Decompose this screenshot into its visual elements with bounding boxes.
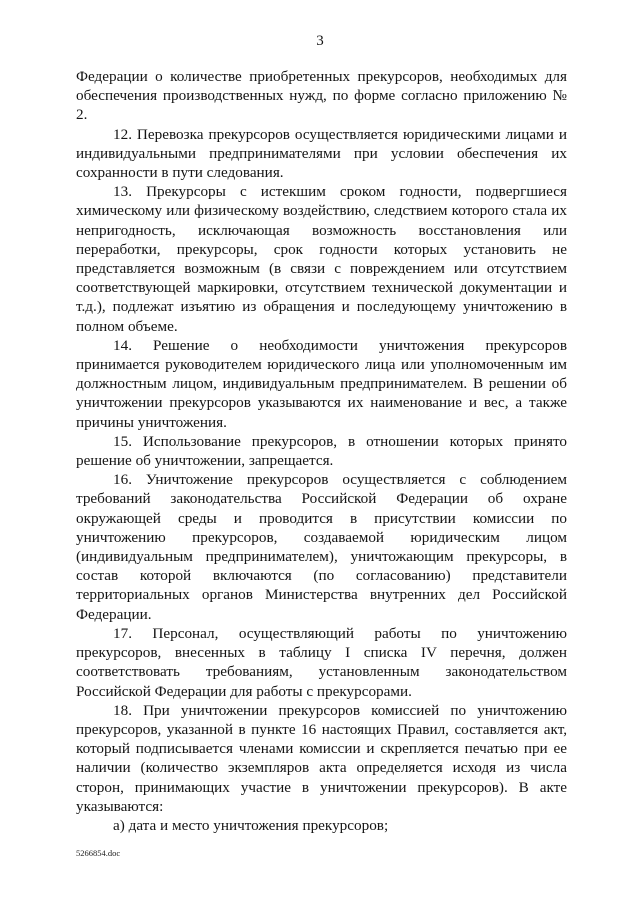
paragraph-subitem-a: а) дата и место уничтожения прекурсоров; — [113, 816, 389, 834]
paragraph-item-14: 14. Решение о необходимости уничтожения прекурсоров принимается руководителем юридического лица или уполномоченным им должностным лицом, индивидуальным предпринимателем. В решении об уничтожении прекурсоров указываются их наименование и вес, а также причины уничтожения. — [76, 336, 567, 431]
paragraph-item-16: 16. Уничтожение прекурсоров осуществляется с соблюдением требований законодательства Российской Федерации об охране окружающей среды и проводится в присутствии комиссии по уничтожению прекурсоров, создаваемой юридическим лицом (индивидуальным предпринимателем), уничтожающим прекурсоры, в состав которой включаются (по согласованию) представители территориальных органов Министерства внутренних дел Российской Федерации. — [76, 471, 567, 623]
paragraph-item-13: 13. Прекурсоры с истекшим сроком годности, подвергшиеся химическому или физическому воздействию, следствием которого стала их непригодность, исключающая возможность восстановления или переработки, прекурсоры, срок годности которых установить не представляется возможным (в связи с повреждением или отсутствием соответствующей маркировки, отсутствием технической документации и т.д.), подлежат изъятию из обращения и последующему уничтожению в полном объеме. — [76, 183, 567, 335]
page-number: 3 — [316, 33, 324, 49]
file-name-footer: 5266854.doc — [76, 848, 121, 858]
paragraph-item-18: 18. При уничтожении прекурсоров комиссией по уничтожению прекурсоров, указанной в пункте 16 настоящих Правил, составляется акт, который подписывается членами комиссии и скрепляется печатью при ее наличии (количество экземпляров акта определяется исходя из числа сторон, принимающих участие в уничтожении прекурсоров). В акте указываются: — [76, 701, 567, 815]
paragraph-item-15: 15. Использование прекурсоров, в отношении которых принято решение об уничтожении, запрещается. — [76, 432, 567, 470]
paragraph-item-12: 12. Перевозка прекурсоров осуществляется юридическими лицами и индивидуальными предпринимателями при условии обеспечения их сохранности в пути следования. — [76, 125, 567, 182]
document-body — [76, 67, 567, 835]
paragraph-continuation: Федерации о количестве приобретенных прекурсоров, необходимых для обеспечения производственных нужд, по форме согласно приложению № 2. — [76, 68, 567, 124]
paragraph-item-17: 17. Персонал, осуществляющий работы по уничтожению прекурсоров, внесенных в таблицу I списка IV перечня, должен соответствовать требованиям, установленным законодательством Российской Федерации для работы с прекурсорами. — [76, 624, 567, 700]
